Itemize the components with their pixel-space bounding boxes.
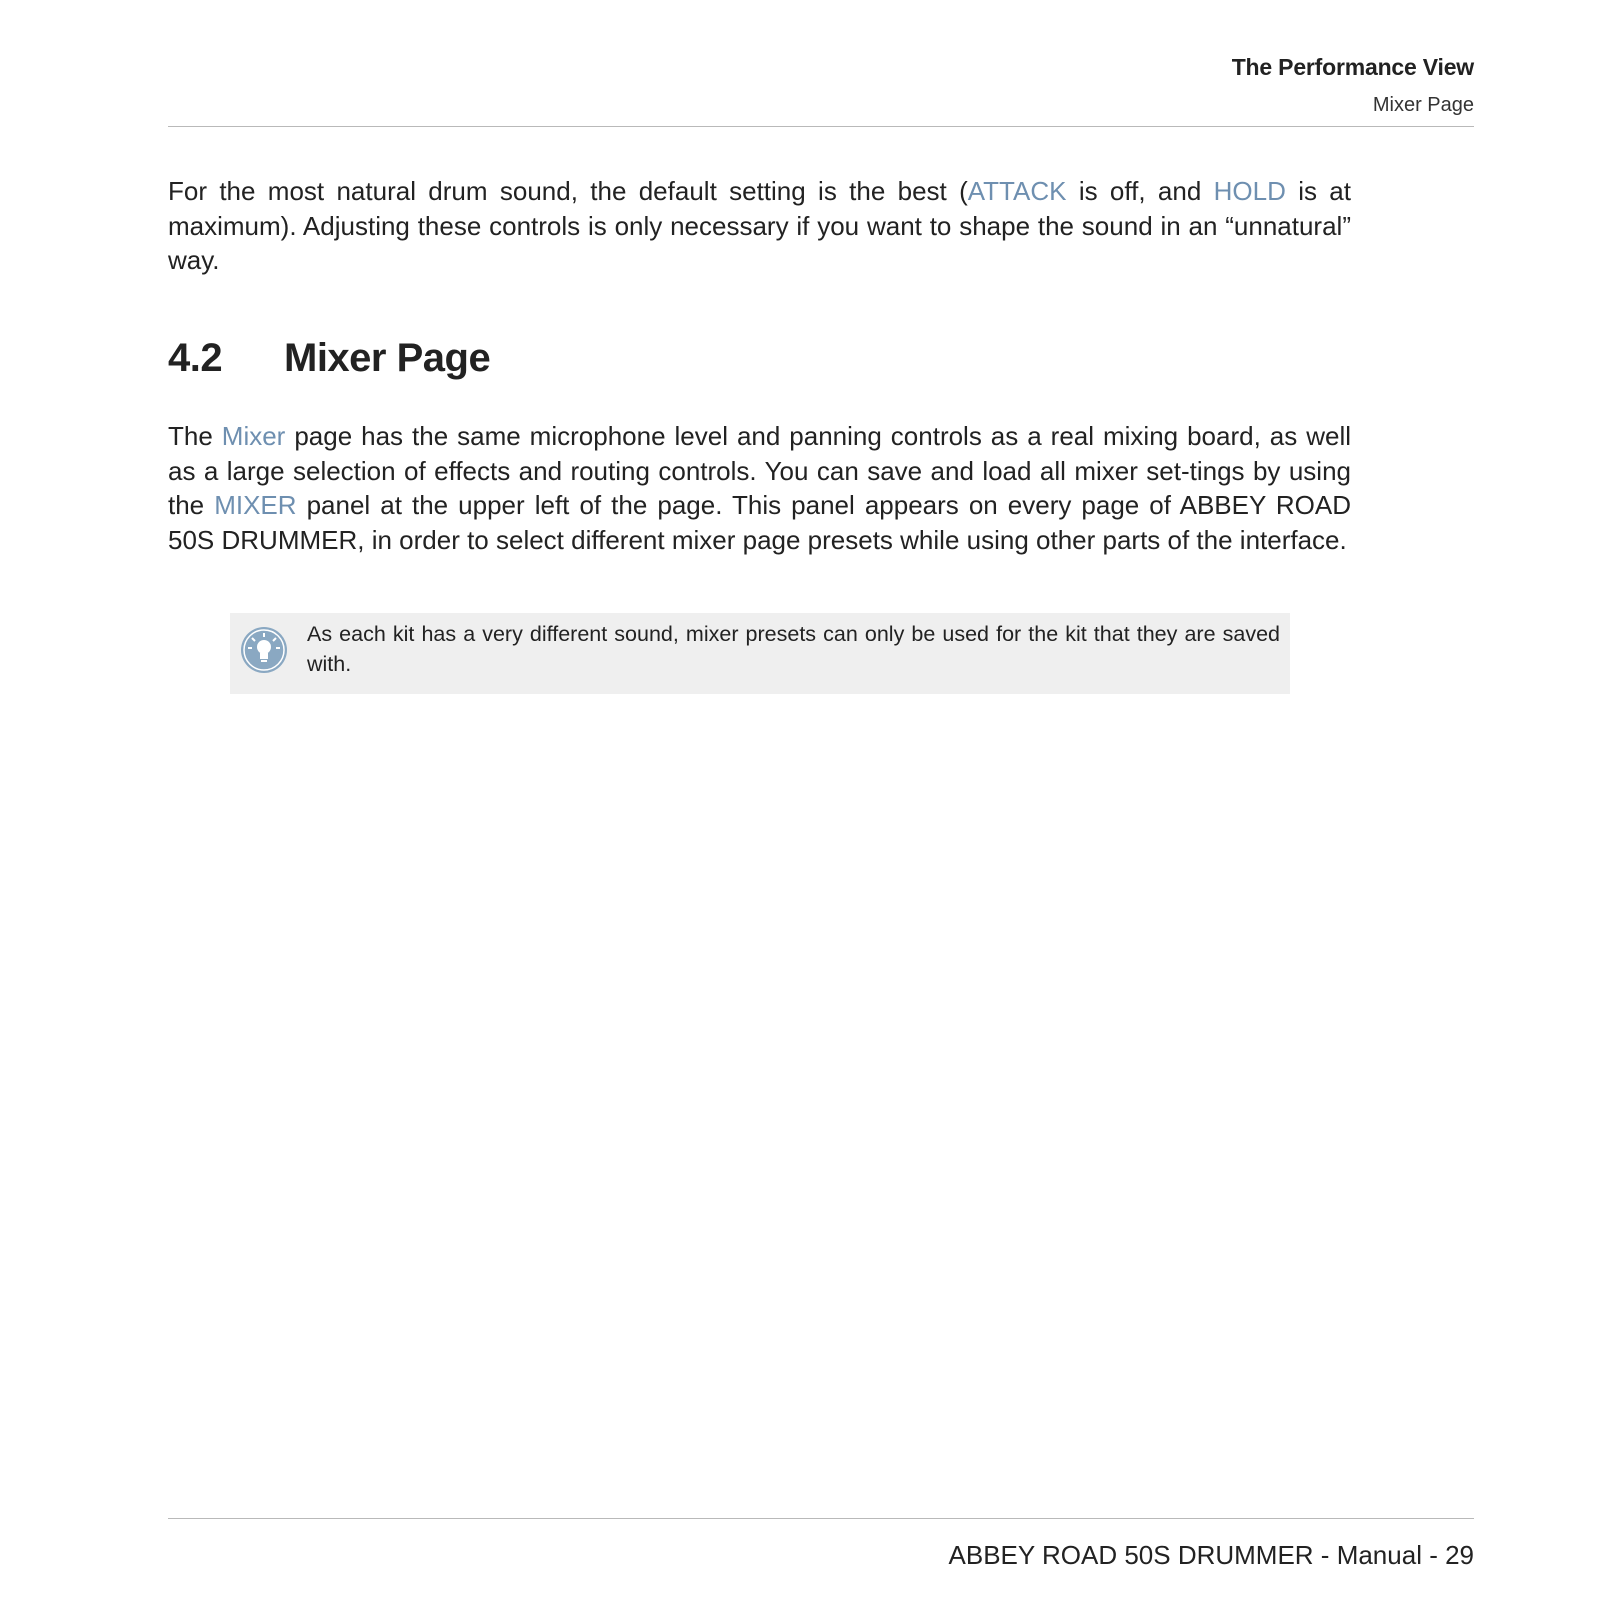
paragraph-text: panel at the upper left of the page. This panel appears on every page of ABBEY ROAD 50S DRUMMER, in order to select different mixer page presets while using other parts of the interface. bbox=[168, 490, 1352, 555]
lightbulb-icon bbox=[239, 625, 289, 675]
section-title: Mixer Page bbox=[284, 336, 491, 380]
paragraph-text: is off, and bbox=[1066, 176, 1214, 206]
mixer-panel-reference: MIXER bbox=[214, 490, 297, 520]
attack-reference: ATTACK bbox=[967, 176, 1067, 206]
header-section-title: Mixer Page bbox=[1372, 94, 1474, 116]
tip-text: As each kit has a very different sound, mixer presets can only be used for the kit that they are saved with. bbox=[307, 622, 1280, 676]
section-number: 4.2 bbox=[168, 336, 223, 380]
paragraph-text: The bbox=[168, 421, 222, 451]
section-heading bbox=[168, 336, 490, 381]
mixer-page-reference: Mixer bbox=[221, 421, 286, 451]
header-chapter-title: The Performance View bbox=[1231, 54, 1474, 80]
body-paragraph-1 bbox=[168, 174, 1351, 278]
paragraph-text: page has the same microphone level and panning controls as a real mixing board, as well as a large selection of effects and routing controls. You can save and load all mixer set-tings by using the bbox=[168, 421, 1351, 520]
footer-page-label: ABBEY ROAD 50S DRUMMER - Manual - 29 bbox=[948, 1540, 1474, 1570]
paragraph-text: For the most natural drum sound, the default setting is the best ( bbox=[168, 176, 968, 206]
hold-reference: HOLD bbox=[1213, 176, 1286, 206]
footer-divider bbox=[168, 1518, 1474, 1519]
page-header bbox=[168, 48, 1474, 127]
tip-box bbox=[230, 613, 1290, 694]
body-paragraph-2 bbox=[168, 419, 1351, 557]
paragraph-text: is at maximum). Adjusting these controls is only necessary if you want to shape the sound in an “unnatural” way. bbox=[168, 176, 1351, 275]
